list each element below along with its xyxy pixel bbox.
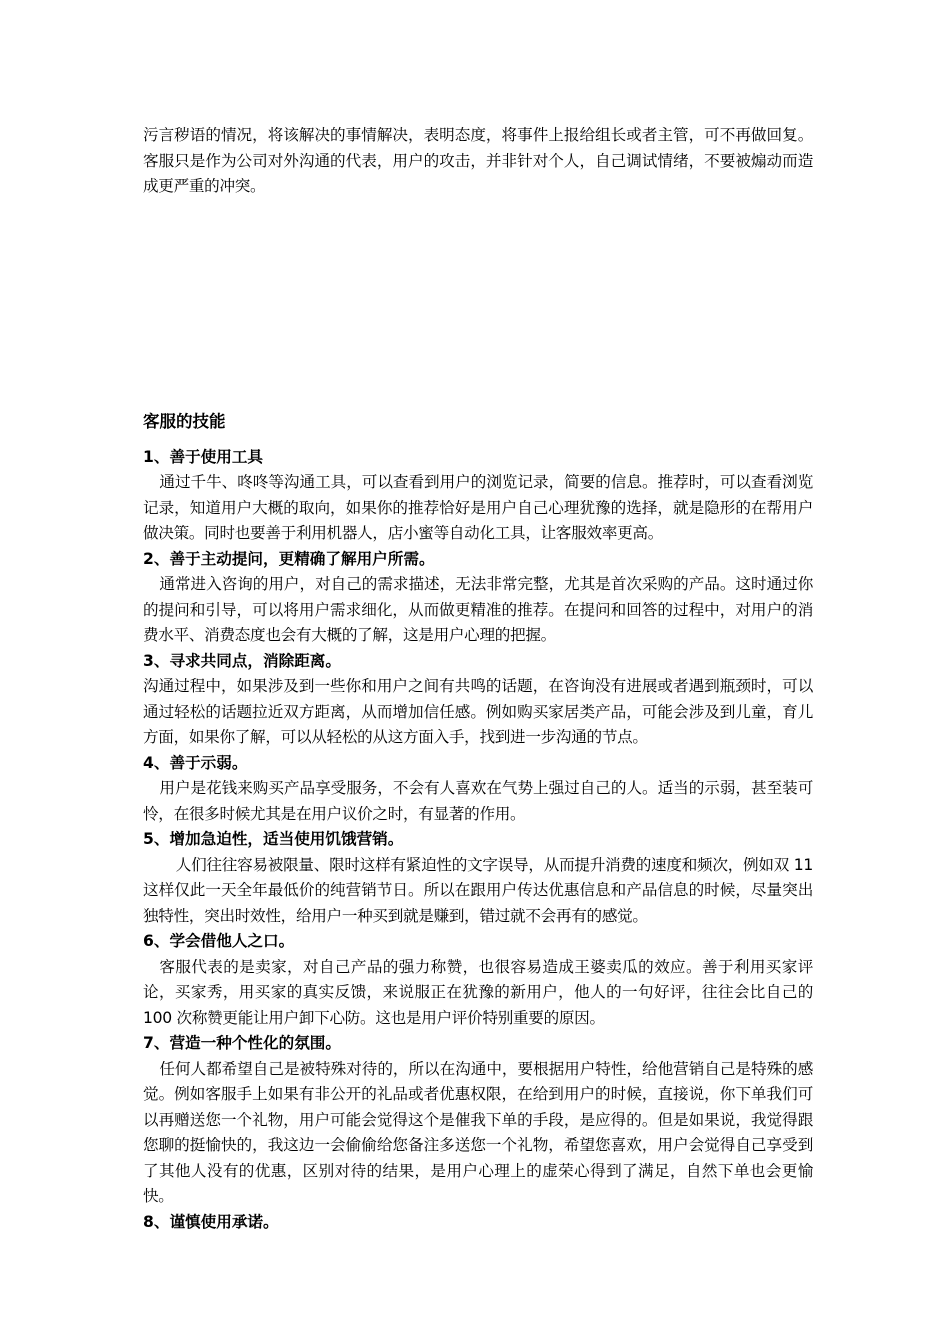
skill-body-1: 通过千牛、咚咚等沟通工具，可以查看到用户的浏览记录，简要的信息。推荐时，可以查看浏览记录，知道用户大概的取向，如果你的推荐恰好是用户自己心理犹豫的选择，就是隐形的在帮用户做决策。同时也要善于利用机器人，店小蜜等自动化工具，让客服效率更高。 — [143, 473, 813, 542]
skill-body-6: 客服代表的是卖家，对自己产品的强力称赞，也很容易造成王婆卖瓜的效应。善于利用买家评论，买家秀，用买家的真实反馈，来说服正在犹豫的新用户，他人的一句好评，往往会比自己的 100 次称赞更能让用户卸下心防。这也是用户评价特别重要的原因。 — [143, 957, 813, 1027]
skill-heading-5: 5、增加急迫性，适当使用饥饿营销。 — [143, 830, 404, 848]
section-title: 客服的技能 — [143, 411, 226, 431]
skill-body-2: 通常进入咨询的用户，对自己的需求描述，无法非常完整，尤其是首次采购的产品。这时通过你的提问和引导，可以将用户需求细化，从而做更精准的推荐。在提问和回答的过程中，对用户的消费水平、消费态度也会有大概的了解，这是用户心理的把握。 — [143, 575, 813, 644]
skill-body-4: 用户是花钱来购买产品享受服务，不会有人喜欢在气势上强过自己的人。适当的示弱，甚至装可怜，在很多时候尤其是在用户议价之时，有显著的作用。 — [143, 779, 813, 823]
document-page — [143, 123, 813, 1235]
skill-heading-4: 4、善于示弱。 — [143, 753, 248, 772]
intro-paragraph: 污言秽语的情况，将该解决的事情解决，表明态度，将事件上报给组长或者主管，可不再做回复。客服只是作为公司对外沟通的代表，用户的攻击，并非针对个人，自己调试情绪，不要被煽动而造成更严重的冲突。 — [143, 126, 813, 195]
skill-body-7: 任何人都希望自己是被特殊对待的，所以在沟通中，要根据用户特性，给他营销自己是特殊的感觉。例如客服手上如果有非公开的礼品或者优惠权限，在给到用户的时候，直接说，你下单我们可以再赠送您一个礼物，用户可能会觉得这个是催我下单的手段，是应得的。但是如果说，我觉得跟您聊的挺愉快的，我这边一会偷偷给您备注多送您一个礼物，希望您喜欢，用户会觉得自己享受到了其他人没有的优惠，区别对待的结果，是用户心理上的虚荣心得到了满足，自然下单也会更愉快。 — [143, 1059, 813, 1205]
skill-heading-8: 8、谨慎使用承诺。 — [143, 1212, 279, 1231]
skill-heading-6: 6、学会借他人之口。 — [143, 932, 295, 950]
skill-body-5: 人们往往容易被限量、限时这样有紧迫性的文字误导，从而提升消费的速度和频次，例如双 11 这样仅此一天全年最低价的纯营销节日。所以在跟用户传达优惠信息和产品信息的时候，尽量突出独特性，突出时效性，给用户一种买到就是赚到，错过就不会再有的感觉。 — [143, 855, 813, 925]
skill-heading-1: 1、善于使用工具 — [143, 447, 264, 466]
skill-heading-2: 2、善于主动提问，更精确了解用户所需。 — [143, 549, 435, 568]
skill-heading-3: 3、寻求共同点，消除距离。 — [143, 651, 341, 670]
skill-body-3: 沟通过程中，如果涉及到一些你和用户之间有共鸣的话题，在咨询没有进展或者遇到瓶颈时，可以通过轻松的话题拉近双方距离，从而增加信任感。例如购买家居类产品，可能会涉及到儿童，育儿方面，如果你了解，可以从轻松的从这方面入手，找到进一步沟通的节点。 — [143, 677, 813, 746]
skill-heading-7: 7、营造一种个性化的氛围。 — [143, 1034, 341, 1052]
